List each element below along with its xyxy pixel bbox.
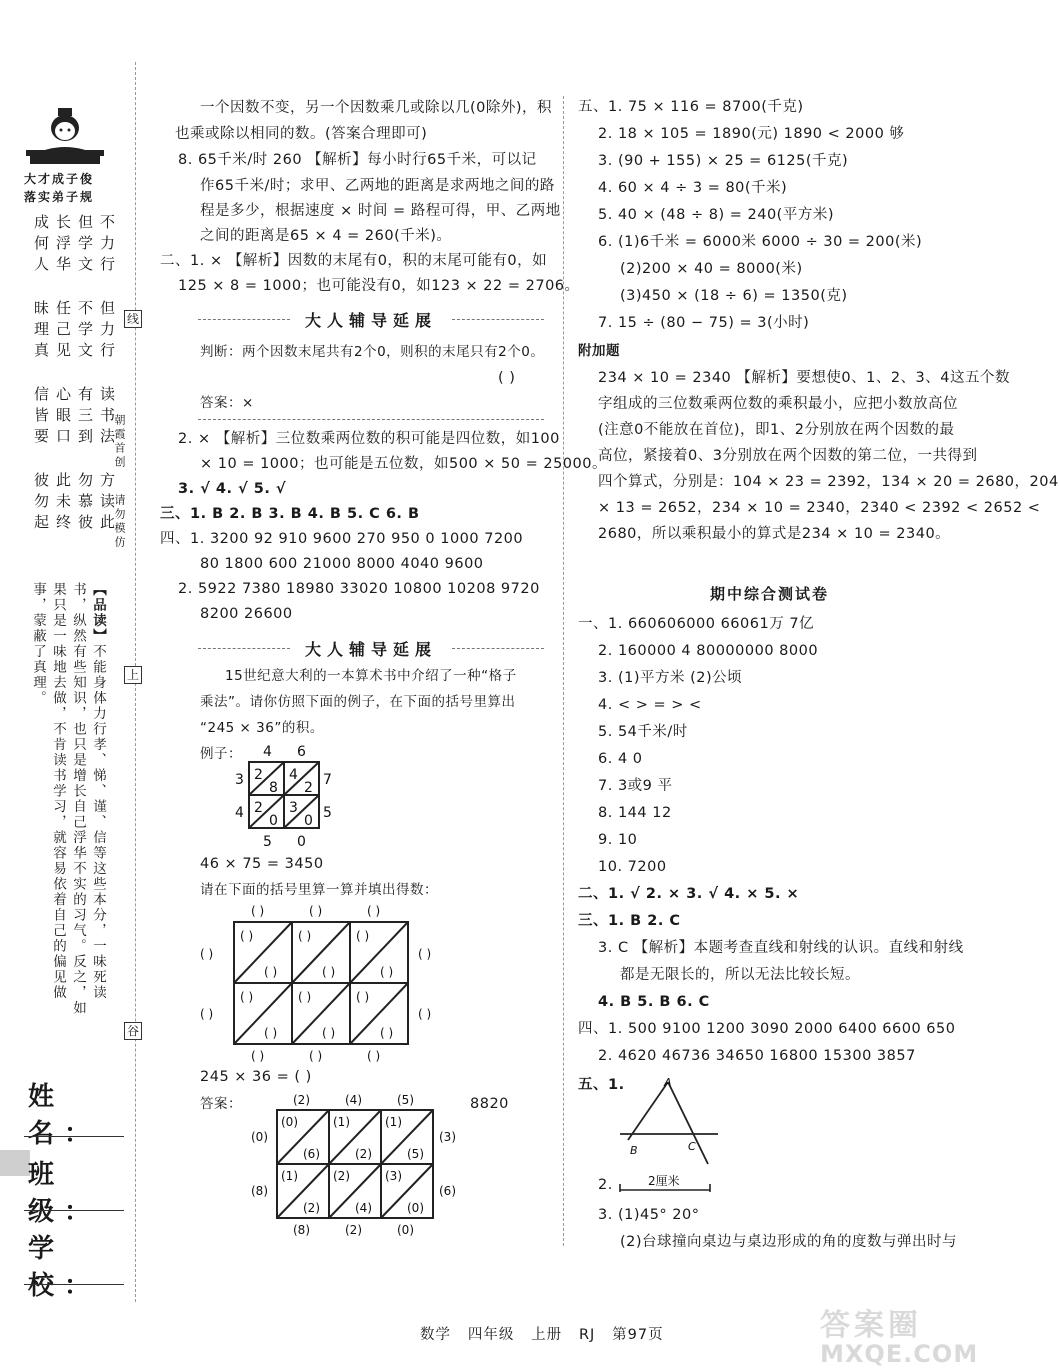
blank-cell-1[interactable]: ( ) — [240, 929, 254, 943]
q8-line-4: 之间的距离是65 × 4 = 260(千米)。 — [200, 228, 452, 244]
pindu-body: 不能身体力行孝、悌、谨、信等这些本分，一味死读书，纵然有些知识，也只是增长自己浮华不实的习气。反之，如果只是一味地去做，不肯读书学习，就容易依着自己的偏见做事，蒙蔽了真理。 — [30, 582, 106, 1016]
poem-column: 勿慕彼 — [76, 472, 94, 535]
ex-cell-7: 3 — [289, 800, 298, 816]
blank-lattice-grid[interactable] — [196, 900, 446, 1065]
poem-column: 成何人 — [32, 214, 50, 277]
ext1-paren[interactable]: ( ) — [498, 370, 516, 386]
n-section-4-line-1: 四、1. 500 9100 1200 3090 2000 6400 6600 650 — [578, 1021, 956, 1037]
ex-cell-3: 4 — [289, 767, 298, 783]
s5-q2: 2. 18 × 105 = 1890(元) 1890 < 2000 够 — [598, 126, 905, 142]
name-field[interactable] — [24, 1136, 124, 1137]
poem-columns — [30, 214, 120, 574]
logo-line-1: 大才成子俊 — [24, 172, 95, 186]
poem-column: 有三到 — [76, 386, 94, 449]
s5-q5: 5. 40 × (48 ÷ 8) = 240(平方米) — [598, 207, 834, 223]
n-section-3: 三、1. B 2. C — [578, 913, 681, 929]
m-q9: 9. 10 — [598, 832, 638, 848]
ext1-question: 判断：两个因数末尾共有2个0，则积的末尾只有2个0。 — [200, 344, 545, 360]
footer-term: 上册 — [531, 1327, 563, 1343]
blank-bottom-1[interactable]: ( ) — [251, 1049, 265, 1063]
blank-cell-3[interactable]: ( ) — [298, 929, 312, 943]
point-b: B — [630, 1144, 638, 1157]
blank-left-1[interactable]: ( ) — [200, 947, 214, 961]
ex-top-2: 6 — [297, 744, 306, 760]
page-footer — [420, 1323, 664, 1344]
ans-cell-8: (2) — [303, 1201, 320, 1215]
poem-column: 彼勿起 — [32, 472, 50, 535]
c1-line-1: 一个因数不变，另一个因数乘几或除以几(0除外)，积 — [200, 100, 553, 116]
ans-cell-6: (5) — [407, 1147, 424, 1161]
bonus-line-4: 高位，紧接着0、3分别放在两个因数的第二位，一共得到 — [598, 448, 978, 464]
q8-line-2: 作65千米/时；求甲、乙两地的距离是求两地之间的路 — [200, 178, 555, 194]
example-lattice-grid — [225, 742, 335, 854]
m-q5: 5. 54千米/时 — [598, 724, 688, 740]
ex-cell-4: 2 — [304, 780, 313, 796]
s4-line-2: 80 1800 600 21000 8000 4040 9600 — [200, 556, 484, 572]
point-c: C — [688, 1140, 696, 1153]
n-q3-line-2: 都是无限长的，所以无法比较长短。 — [620, 967, 860, 983]
s5-q6c: (3)450 × (18 ÷ 6) = 1350(克) — [620, 288, 848, 304]
blank-top-3[interactable]: ( ) — [367, 904, 381, 918]
m-q2: 2. 160000 4 80000000 8000 — [598, 643, 819, 659]
m-q1: 一、1. 660606000 66061万 7亿 — [578, 616, 815, 632]
n-q3-line-1: 3. C 【解析】本题考查直线和射线的认识。直线和射线 — [598, 940, 964, 956]
answer-lattice-grid — [245, 1090, 465, 1240]
ext1-answer: 答案：× — [200, 395, 254, 411]
blank-top-1[interactable]: ( ) — [251, 904, 265, 918]
blank-cell-6[interactable]: ( ) — [380, 965, 394, 979]
ex-left-2: 4 — [235, 805, 244, 821]
poem-column: 昧理真 — [32, 300, 50, 363]
blank-cell-9[interactable]: ( ) — [298, 990, 312, 1004]
blank-left-2[interactable]: ( ) — [200, 1007, 214, 1021]
poem-column: 读书法 — [98, 386, 116, 449]
ans-bottom-1: (8) — [293, 1223, 310, 1237]
q2-line-2: × 10 = 1000；也可能是五位数，如500 × 50 = 25000。 — [200, 456, 607, 472]
blank-cell-11[interactable]: ( ) — [356, 990, 370, 1004]
answer-label: 答案： — [200, 1096, 242, 1112]
s4-line-1: 四、1. 3200 92 910 9600 270 950 0 1000 7200 — [160, 531, 524, 547]
q345-line: 3. √ 4. √ 5. √ — [178, 481, 287, 497]
blank-bottom-3[interactable]: ( ) — [367, 1049, 381, 1063]
cut-mark-tag: 上 — [124, 666, 142, 684]
class-label-box — [0, 1150, 30, 1176]
ext2-dash-right — [452, 648, 544, 649]
ans-left-2: (8) — [251, 1184, 268, 1198]
midterm-title: 期中综合测试卷 — [710, 585, 830, 603]
footer-grade: 四年级 — [467, 1327, 515, 1343]
fill-instruction: 请在下面的括号里算一算并填出得数： — [200, 882, 438, 898]
motto-2: 请勿模仿 — [113, 494, 126, 550]
s2-line-1: 二、1. × 【解析】因数的末尾有0，积的末尾可能有0，如 — [160, 253, 548, 269]
ext2-title: 大人辅导延展 — [304, 640, 437, 659]
pindu-label: 【品读】 — [90, 582, 106, 644]
blank-equation[interactable]: 245 × 36 = ( ) — [200, 1069, 312, 1085]
s5-q3: 3. (90 + 155) × 25 = 6125(千克) — [598, 153, 849, 169]
m-q7: 7. 3或9 平 — [598, 778, 673, 794]
q2-line-1: 2. × 【解析】三位数乘两位数的积可能是四位数，如100 — [178, 431, 560, 447]
ex-cell-2: 8 — [269, 780, 278, 796]
blank-cell-5[interactable]: ( ) — [356, 929, 370, 943]
poem-column: 但力行 — [98, 300, 116, 363]
s5-q7: 7. 15 ÷ (80 − 75) = 3(小时) — [598, 315, 810, 331]
ex-cell-8: 0 — [304, 813, 313, 829]
cut-line-tag: 线 — [124, 310, 142, 328]
ans-cell-3: (1) — [333, 1115, 350, 1129]
bonus-heading: 附加题 — [578, 343, 620, 359]
ans-cell-12: (0) — [407, 1201, 424, 1215]
ex-cell-1: 2 — [254, 767, 263, 783]
s5-q6b: (2)200 × 40 = 8000(米) — [620, 261, 803, 277]
ans-bottom-3: (0) — [397, 1223, 414, 1237]
ans-cell-4: (2) — [355, 1147, 372, 1161]
s5-q6a: 6. (1)6千米 = 6000米 6000 ÷ 30 = 200(米) — [598, 234, 923, 250]
bonus-line-7: 2680，所以乘积最小的算式是234 × 10 = 2340。 — [598, 526, 951, 542]
poem-column: 信皆要 — [32, 386, 50, 449]
ex-cell-6: 0 — [269, 813, 278, 829]
ex-right-2: 5 — [323, 805, 332, 821]
motto-1: 朝霞首创 — [113, 414, 126, 470]
ans-right-1: (3) — [439, 1130, 456, 1144]
blank-bottom-2[interactable]: ( ) — [309, 1049, 323, 1063]
blank-cell-4[interactable]: ( ) — [322, 965, 336, 979]
s2-line-2: 125 × 8 = 1000；也可能没有0，如123 × 22 = 2706。 — [178, 278, 580, 294]
ans-right-2: (6) — [439, 1184, 456, 1198]
angle-diagram — [610, 1076, 730, 1166]
ans-top-1: (2) — [293, 1093, 310, 1107]
bonus-line-2: 字组成的三位数乘两位数的乘积最小，应把小数放高位 — [598, 396, 958, 412]
ans-cell-7: (1) — [281, 1169, 298, 1183]
ans-cell-11: (3) — [385, 1169, 402, 1183]
m-q4: 4. < > = > < — [598, 697, 702, 713]
blank-cell-2[interactable]: ( ) — [264, 965, 278, 979]
ex-bottom-1: 5 — [263, 834, 272, 850]
poem-column: 此未终 — [54, 472, 72, 535]
s3-line: 三、1. B 2. B 3. B 4. B 5. C 6. B — [160, 506, 420, 522]
ans-cell-9: (2) — [333, 1169, 350, 1183]
ex-left-1: 3 — [235, 772, 244, 788]
n-q3-note: (2)台球撞向桌边与桌边形成的角的度数与弹出时与 — [620, 1234, 958, 1250]
example-equation: 46 × 75 = 3450 — [200, 856, 324, 872]
ext1-title: 大人辅导延展 — [304, 311, 437, 330]
c1-line-2: 也乘或除以相同的数。(答案合理即可) — [175, 126, 428, 142]
blank-right-2[interactable]: ( ) — [418, 1007, 432, 1021]
ext1-dash-left — [198, 319, 290, 320]
ext2-text-2: 乘法”。请你仿照下面的例子，在下面的括号里算出 — [200, 694, 516, 710]
example-label: 例子： — [200, 746, 242, 762]
cut-mark-tag-2: 谷 — [124, 1022, 142, 1040]
bonus-line-6: × 13 = 2652，234 × 10 = 2340，2340 < 2392 < 2652 < — [598, 500, 1041, 516]
footer-subject: 数学 — [420, 1327, 451, 1343]
poem-column: 任己见 — [54, 300, 72, 363]
logo-line-2: 落实弟子规 — [24, 190, 95, 204]
point-a: A — [664, 1076, 672, 1089]
school-field[interactable] — [24, 1284, 124, 1285]
ext1-dash-right — [452, 319, 544, 320]
blank-cell-12[interactable]: ( ) — [380, 1026, 394, 1040]
watermark-line-1: 答案圈 — [820, 1308, 922, 1343]
n-section-5: 五、1. — [578, 1077, 625, 1093]
ans-cell-10: (4) — [355, 1201, 372, 1215]
ex-right-1: 7 — [323, 772, 332, 788]
s4-line-4: 8200 26600 — [200, 606, 293, 622]
blank-cell-10[interactable]: ( ) — [322, 1026, 336, 1040]
watermark — [820, 1300, 978, 1368]
answer-value: 8820 — [470, 1096, 509, 1112]
blank-cell-8[interactable]: ( ) — [264, 1026, 278, 1040]
ext1-dash-bottom — [198, 419, 544, 420]
scale-label: 2厘米 — [648, 1174, 680, 1188]
ex-cell-5: 2 — [254, 800, 263, 816]
bonus-line-3: (注意0不能放在首位)，即1、2分别放在两个因数的最 — [598, 422, 955, 438]
column-divider — [563, 96, 564, 1246]
bonus-line-1: 234 × 10 = 2340 【解析】要想使0、1、2、3、4这五个数 — [598, 370, 1010, 386]
poem-column: 但学文 — [76, 214, 94, 277]
class-label: 班 级： — [28, 1160, 101, 1227]
footer-page: 第97页 — [612, 1327, 664, 1343]
q8-line-3: 程是多少，根据速度 × 时间 = 路程可得，甲、乙两地 — [200, 203, 561, 219]
m-q3: 3. (1)平方米 (2)公顷 — [598, 670, 743, 686]
q8-line-1: 8. 65千米/时 260 【解析】每小时行65千米，可以记 — [178, 152, 537, 168]
class-field[interactable] — [24, 1210, 124, 1211]
poem-column: 不学文 — [76, 300, 94, 363]
ans-cell-1: (0) — [281, 1115, 298, 1129]
s5-q1: 五、1. 75 × 116 = 8700(千克) — [578, 99, 804, 115]
scholar-logo-icon — [22, 98, 108, 170]
n-q456: 4. B 5. B 6. C — [598, 994, 710, 1010]
s5-q4: 4. 60 × 4 ÷ 3 = 80(千米) — [598, 180, 788, 196]
bonus-line-5: 四个算式，分别是：104 × 23 = 2392，134 × 20 = 2680，204 — [598, 474, 1059, 490]
poem-column: 方读此 — [98, 472, 116, 535]
n-q2-label: 2. — [598, 1177, 613, 1193]
blank-cell-7[interactable]: ( ) — [240, 990, 254, 1004]
watermark-line-2: MXQE.COM — [820, 1340, 979, 1368]
ext2-text-1: 15世纪意大利的一本算术书中介绍了一种“格子 — [225, 668, 517, 684]
ext2-text-3: “245 × 36”的积。 — [200, 720, 324, 736]
s4-line-3: 2. 5922 7380 18980 33020 10800 10208 9720 — [178, 581, 540, 597]
school-label: 学 校： — [28, 1234, 101, 1301]
ext2-dash-left — [198, 648, 290, 649]
n-q3-angles: 3. (1)45° 20° — [598, 1207, 700, 1223]
m-q8: 8. 144 12 — [598, 805, 672, 821]
footer-edition: RJ — [578, 1327, 596, 1343]
ans-bottom-2: (2) — [345, 1223, 362, 1237]
poem-column: 不力行 — [98, 214, 116, 277]
ans-left-1: (0) — [251, 1130, 268, 1144]
ex-bottom-2: 0 — [297, 834, 306, 850]
blank-right-1[interactable]: ( ) — [418, 947, 432, 961]
ans-top-2: (4) — [345, 1093, 362, 1107]
m-q10: 10. 7200 — [598, 859, 667, 875]
poem-column: 长浮华 — [54, 214, 72, 277]
ans-cell-2: (6) — [303, 1147, 320, 1161]
scale-bar — [618, 1170, 714, 1198]
n-section-4-line-2: 2. 4620 46736 34650 16800 15300 3857 — [598, 1048, 916, 1064]
sidebar — [0, 0, 134, 1362]
ans-top-3: (5) — [397, 1093, 414, 1107]
ans-cell-5: (1) — [385, 1115, 402, 1129]
blank-top-2[interactable]: ( ) — [309, 904, 323, 918]
m-q6: 6. 4 0 — [598, 751, 643, 767]
pindu-text — [28, 582, 108, 1030]
ex-top-1: 4 — [263, 744, 272, 760]
n-section-2: 二、1. √ 2. × 3. √ 4. × 5. × — [578, 886, 800, 902]
name-label: 姓 名： — [28, 1082, 101, 1149]
poem-column: 心眼口 — [54, 386, 72, 449]
